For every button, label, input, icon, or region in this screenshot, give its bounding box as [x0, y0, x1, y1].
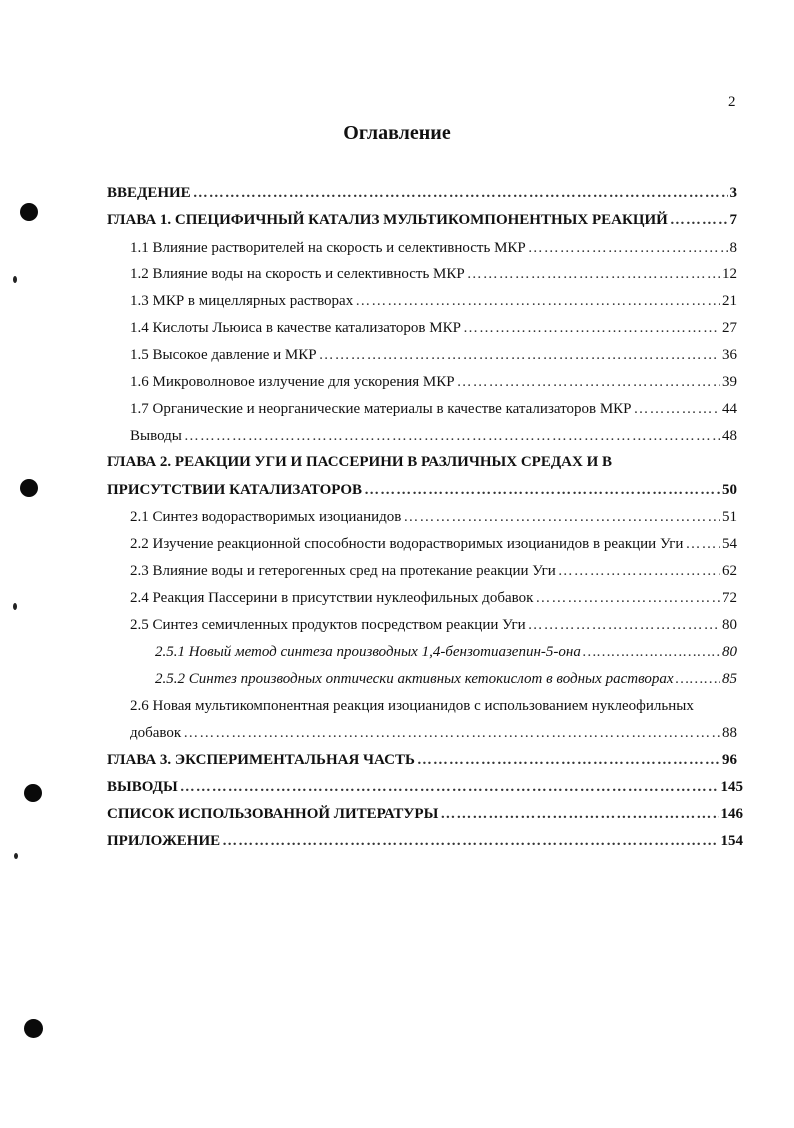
toc-entry-page: 7 [729, 212, 737, 228]
toc-entry-label: ГЛАВА 1. СПЕЦИФИЧНЫЙ КАТАЛИЗ МУЛЬТИКОМПОНЕНТНЫХ РЕАКЦИЙ [107, 212, 668, 228]
toc-entry-page: 54 [722, 536, 737, 552]
toc-entry-label: ВВЕДЕНИЕ [107, 185, 191, 201]
dot-leader [457, 373, 720, 391]
toc-entry-label: 1.2 Влияние воды на скорость и селективность МКР [130, 266, 465, 282]
toc-entry-page: 21 [722, 293, 737, 309]
toc-entry-1-7[interactable] [130, 400, 737, 418]
dot-leader [440, 805, 718, 823]
toc-entry-page: 51 [722, 509, 737, 525]
page-number: 2 [728, 94, 736, 110]
dot-leader [193, 184, 728, 202]
dot-leader [685, 535, 720, 553]
toc-entry-chapter-2-line-1[interactable]: ГЛАВА 2. РЕАКЦИИ УГИ И ПАССЕРИНИ В РАЗЛИЧНЫХ СРЕДАХ И В [107, 454, 612, 470]
toc-entry-page: 3 [729, 185, 737, 201]
toc-entry-page: 12 [722, 266, 737, 282]
toc-entry-1-conclusions[interactable] [130, 427, 737, 445]
dot-leader [634, 400, 720, 418]
toc-entry-1-6[interactable] [130, 373, 737, 391]
dot-leader [355, 292, 720, 310]
toc-entry-page: 146 [720, 806, 743, 822]
toc-entry-label: 2.5.1 Новый метод синтеза производных 1,4-бензотиазепин-5-она [155, 644, 581, 660]
toc-entry-label: 2.1 Синтез водорастворимых изоцианидов [130, 509, 402, 525]
toc-entry-appendix[interactable] [107, 832, 743, 850]
toc-entry-label: Выводы [130, 428, 182, 444]
dot-leader [528, 239, 728, 257]
toc-entry-2-6[interactable] [130, 724, 737, 742]
binder-hole-1 [20, 203, 38, 221]
toc-entry-label: 1.3 МКР в мицеллярных растворах [130, 293, 354, 309]
toc-entry-2-6-line-1[interactable]: 2.6 Новая мультикомпонентная реакция изоцианидов с использованием нуклеофильных [130, 698, 694, 714]
toc-entry-label: СПИСОК ИСПОЛЬЗОВАННОЙ ЛИТЕРАТУРЫ [107, 806, 439, 822]
scan-speck [13, 276, 17, 283]
toc-entry-page: 50 [722, 482, 737, 498]
toc-entry-page: 88 [722, 725, 737, 741]
dot-leader [403, 508, 720, 526]
toc-entry-label: 1.7 Органические и неорганические материалы в качестве катализаторов МКР [130, 401, 632, 417]
dot-leader [222, 832, 718, 850]
toc-entry-page: 80 [722, 644, 737, 660]
toc-entry-label: добавок [130, 725, 182, 741]
toc-entry-conclusions[interactable] [107, 778, 743, 796]
toc-entry-2-1[interactable] [130, 508, 737, 526]
toc-entry-label: 2.3 Влияние воды и гетерогенных сред на протекание реакции Уги [130, 563, 556, 579]
dot-leader [180, 778, 719, 796]
toc-entry-page: 85 [722, 671, 737, 687]
toc-entry-1-2[interactable] [130, 265, 737, 283]
toc-entry-chapter-1[interactable] [107, 211, 737, 229]
toc-entry-page: 39 [722, 374, 737, 390]
toc-entry-label: 1.5 Высокое давление и МКР [130, 347, 317, 363]
toc-entry-page: 72 [722, 590, 737, 606]
toc-entry-label: 1.1 Влияние растворителей на скорость и селективность МКР [130, 240, 526, 256]
dot-leader [184, 427, 720, 445]
toc-entry-references[interactable] [107, 805, 743, 823]
toc-entry-page: 154 [720, 833, 743, 849]
toc-entry-chapter-3[interactable] [107, 751, 737, 769]
toc-entry-label: 1.6 Микроволновое излучение для ускорения МКР [130, 374, 455, 390]
toc-entry-page: 8 [729, 240, 737, 256]
toc-entry-1-1[interactable] [130, 239, 737, 257]
toc-entry-page: 27 [722, 320, 737, 336]
toc-entry-2-2[interactable] [130, 535, 737, 553]
toc-entry-2-4[interactable] [130, 589, 737, 607]
toc-entry-page: 62 [722, 563, 737, 579]
toc-entry-label: ВЫВОДЫ [107, 779, 178, 795]
toc-entry-page: 36 [722, 347, 737, 363]
toc-entry-chapter-2[interactable] [107, 481, 737, 499]
toc-entry-2-5[interactable] [130, 616, 737, 634]
toc-entry-2-5-2[interactable] [155, 670, 737, 688]
toc-entry-page: 145 [720, 779, 743, 795]
dot-leader [676, 670, 720, 688]
toc-entry-intro[interactable] [107, 184, 737, 202]
toc-entry-label: 1.4 Кислоты Льюиса в качестве катализаторов МКР [130, 320, 461, 336]
toc-entry-1-4[interactable] [130, 319, 737, 337]
toc-entry-page: 96 [722, 752, 737, 768]
toc-entry-2-5-1[interactable] [155, 643, 737, 661]
dot-leader [417, 751, 720, 769]
binder-hole-2 [20, 479, 38, 497]
toc-entry-label: ПРИЛОЖЕНИЕ [107, 833, 221, 849]
toc-entry-label: 2.2 Изучение реакционной способности водорастворимых изоцианидов в реакции Уги [130, 536, 684, 552]
dot-leader [463, 319, 720, 337]
toc-entry-label: 2.5.2 Синтез производных оптически активных кетокислот в водных растворах [155, 671, 674, 687]
binder-hole-3 [24, 784, 42, 802]
page-title: Оглавление [343, 122, 451, 144]
binder-hole-4 [24, 1019, 43, 1038]
toc-entry-1-5[interactable] [130, 346, 737, 364]
dot-leader [467, 265, 720, 283]
toc-entry-label: ПРИСУТСТВИИ КАТАЛИЗАТОРОВ [107, 482, 363, 498]
dot-leader [364, 481, 720, 499]
dot-leader [558, 562, 720, 580]
toc-entry-2-3[interactable] [130, 562, 737, 580]
dot-leader [583, 643, 720, 661]
toc-entry-page: 48 [722, 428, 737, 444]
dot-leader [535, 589, 720, 607]
toc-entry-label: 2.5 Синтез семичленных продуктов посредством реакции Уги [130, 617, 526, 633]
dot-leader [528, 616, 720, 634]
toc-entry-label: 2.4 Реакция Пассерини в присутствии нуклеофильных добавок [130, 590, 534, 606]
toc-entry-label: ГЛАВА 3. ЭКСПЕРИМЕНТАЛЬНАЯ ЧАСТЬ [107, 752, 415, 768]
toc-entry-1-3[interactable] [130, 292, 737, 310]
dot-leader [319, 346, 720, 364]
dot-leader [183, 724, 720, 742]
dot-leader [670, 211, 728, 229]
scan-speck [14, 853, 18, 859]
toc-entry-page: 80 [722, 617, 737, 633]
toc-entry-page: 44 [722, 401, 737, 417]
scan-speck [13, 603, 17, 610]
